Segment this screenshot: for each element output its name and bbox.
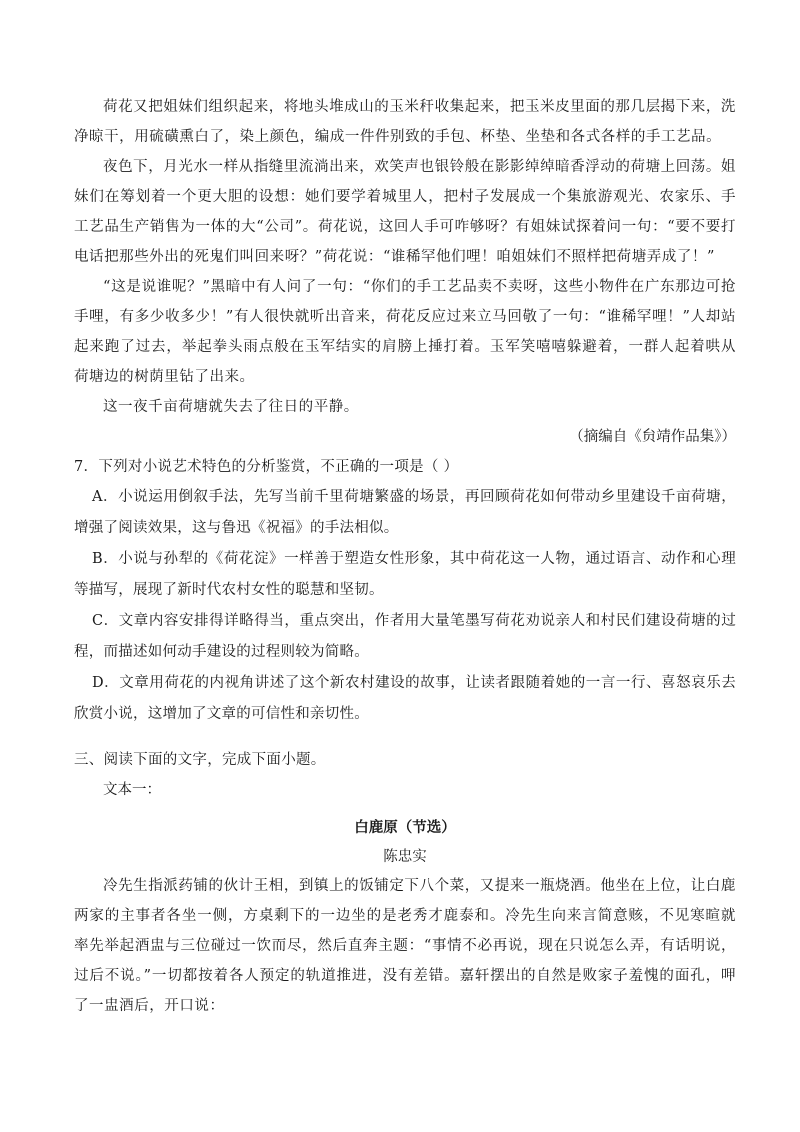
- article-paragraph: 冷先生指派药铺的伙计王相，到镇上的饭铺定下八个菜，又提来一瓶烧酒。他坐在上位，让白鹿两家的主事者各坐一侧，方桌剩下的一边坐的是老秀才鹿泰和。冷先生向来言简意赅，不见寒暄就率先举起酒盅与三位碰过一饮而尽，然后直奔主题：“事情不必再说，现在只说怎么弄，有话明说，过后不说。”一切都按着各人预定的轨道推进，没有差错。嘉轩摆出的自然是败家子羞愧的面孔，呷了一盅酒后，开口说：: [74, 878, 736, 1014]
- option-d: D．文章用荷花的内视角讲述了这个新农村建设的故事，让读者跟随着她的一言一行、喜怒哀乐去欣赏小说，这增加了文章的可信性和亲切性。: [74, 675, 736, 722]
- option-a: A．小说运用倒叙手法，先写当前千里荷塘繁盛的场景，再回顾荷花如何带动乡里建设千亩荷塘，增强了阅读效果，这与鲁迅《祝福》的手法相似。: [74, 489, 736, 536]
- section-heading: 三、阅读下面的文字，完成下面小题。: [74, 752, 326, 768]
- option-c: C．文章内容安排得详略得当，重点突出，作者用大量笔墨写荷花劝说亲人和村民们建设荷塘的过程，而描述如何动手建设的过程则较为简略。: [74, 613, 736, 660]
- question-7: [74, 452, 736, 729]
- story-paragraph: 夜色下，月光水一样从指缝里流淌出来，欢笑声也银铃般在影影绰绰暗香浮动的荷塘上回荡。姐妹们在筹划着一个更大胆的设想：她们要学着城里人，把村子发展成一个集旅游观光、农家乐、手工艺品生产销售为一体的大“公司”。荷花说，这回人手可咋够呀？有姐妹试探着问一句：“要不要打电话把那些外出的死鬼们叫回来呀？”荷花说：“谁稀罕他们哩！咱姐妹们不照样把荷塘弄成了！”: [74, 159, 736, 265]
- option-b: B．小说与孙犁的《荷花淀》一样善于塑造女性形象，其中荷花这一人物，通过语言、动作和心理等描写，展现了新时代农村女性的聪慧和坚韧。: [74, 551, 736, 598]
- article-author: 陈忠实: [383, 849, 427, 865]
- article-title: 白鹿原（节选）: [354, 819, 456, 836]
- story-paragraph: “这是说谁呢？”黑暗中有人问了一句：“你们的手工艺品卖不卖呀，这些小物件在广东那边可抢手哩，有多少收多少！”有人很快就听出音来，荷花反应过来立马回敬了一句：“谁稀罕哩！”人却站起来跑了过去，举起拳头雨点般在玉军结实的肩膀上捶打着。玉军笑嘻嘻躲避着，一群人起着哄从荷塘边的树荫里钻了出来。: [74, 279, 736, 385]
- section-three: [74, 745, 736, 1021]
- story-excerpt: [74, 92, 736, 452]
- story-paragraph: 这一夜千亩荷塘就失去了往日的平静。: [103, 399, 359, 415]
- source-citation: （摘编自《贠靖作品集》）: [569, 429, 736, 445]
- text-label: 文本一：: [103, 782, 161, 798]
- document-page: [74, 92, 736, 1021]
- question-stem: 7．下列对小说艺术特色的分析鉴赏，不正确的一项是（ ）: [74, 459, 459, 475]
- story-paragraph: 荷花又把姐妹们组织起来，将地头堆成山的玉米秆收集起来，把玉米皮里面的那几层揭下来，洗净晾干，用硫磺熏白了，染上颜色，编成一件件别致的手包、杯垫、坐垫和各式各样的手工艺品。: [74, 99, 736, 145]
